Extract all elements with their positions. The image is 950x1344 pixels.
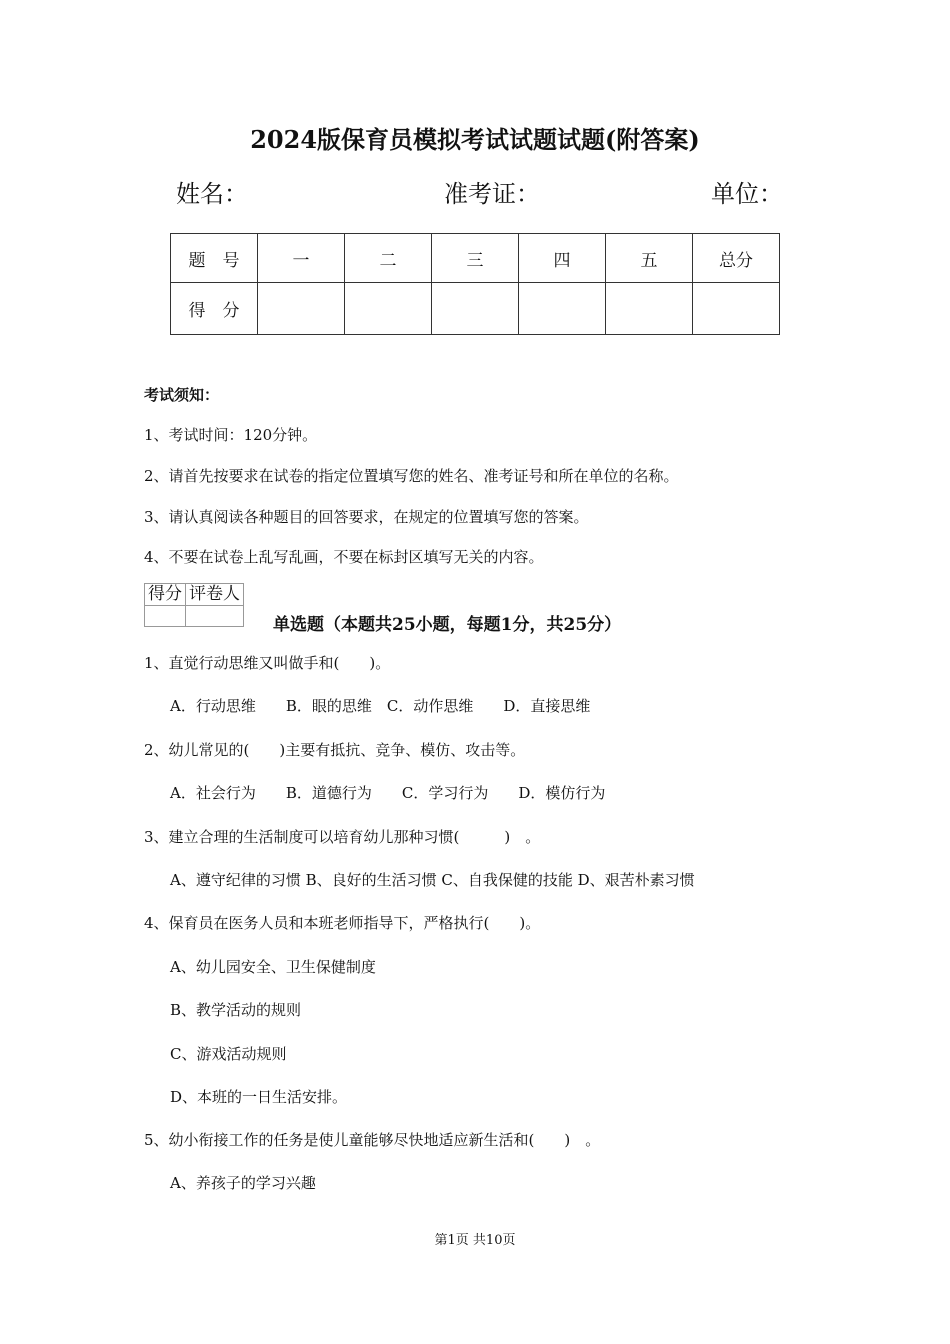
question-4: 4、保育员在医务人员和本班老师指导下，严格执行( )。 [144, 914, 541, 932]
notice-item: 3、请认真阅读各种题目的回答要求，在规定的位置填写您的答案。 [144, 508, 589, 526]
question-5-option: A、养孩子的学习兴趣 [170, 1174, 316, 1192]
question-4-option: C、游戏活动规则 [170, 1045, 287, 1063]
question-3-options: A、遵守纪律的习惯 B、良好的生活习惯 C、自我保健的技能 D、艰苦朴素习惯 [170, 871, 695, 889]
grader-name-label: 评卷人 [186, 584, 244, 606]
notice-item: 4、不要在试卷上乱写乱画，不要在标封区填写无关的内容。 [144, 548, 544, 566]
score-header-cell: 三 [432, 234, 519, 283]
unit-field-label: 单位： [711, 180, 783, 208]
question-4-option: A、幼儿园安全、卫生保健制度 [170, 958, 376, 976]
score-table-score-row [171, 283, 780, 335]
question-1-options: A．行动思维 B．眼的思维 C．动作思维 D．直接思维 [170, 697, 591, 715]
score-header-cell: 一 [258, 234, 345, 283]
name-field-label: 姓名： [176, 180, 248, 208]
score-cell [606, 283, 693, 335]
score-table-header-row [171, 234, 780, 283]
question-2: 2、幼儿常见的( )主要有抵抗、竞争、模仿、攻击等。 [144, 741, 526, 759]
score-cell [432, 283, 519, 335]
question-1: 1、直觉行动思维又叫做手和( )。 [144, 654, 391, 672]
score-table [170, 233, 780, 335]
question-4-option: B、教学活动的规则 [170, 1001, 302, 1019]
grader-score-cell [145, 606, 186, 627]
score-header-cell: 题 号 [171, 234, 258, 283]
score-cell: 得 分 [171, 283, 258, 335]
grader-score-label: 得分 [145, 584, 186, 606]
notice-item: 1、考试时间：120分钟。 [144, 426, 318, 444]
score-header-cell: 五 [606, 234, 693, 283]
score-header-cell: 四 [519, 234, 606, 283]
question-5: 5、幼小衔接工作的任务是使儿童能够尽快地适应新生活和( ) 。 [144, 1131, 601, 1149]
score-cell [345, 283, 432, 335]
score-cell [693, 283, 780, 335]
question-2-options: A．社会行为 B．道德行为 C．学习行为 D．模仿行为 [170, 784, 606, 802]
notice-heading: 考试须知： [144, 386, 220, 404]
score-cell [258, 283, 345, 335]
grader-name-cell [186, 606, 244, 627]
score-header-cell: 总分 [693, 234, 780, 283]
grader-box [144, 583, 244, 627]
page-footer: 第1页 共10页 [434, 1233, 516, 1248]
page-title: 2024版保育员模拟考试试题试题(附答案) [250, 125, 700, 154]
exam-number-field-label: 准考证： [444, 180, 540, 208]
score-header-cell: 二 [345, 234, 432, 283]
section-title: 单选题（本题共25小题，每题1分，共25分） [273, 615, 622, 635]
notice-item: 2、请首先按要求在试卷的指定位置填写您的姓名、准考证号和所在单位的名称。 [144, 467, 679, 485]
question-3: 3、建立合理的生活制度可以培育幼儿那种习惯( ) 。 [144, 828, 541, 846]
score-cell [519, 283, 606, 335]
question-4-option: D、本班的一日生活安排。 [170, 1088, 348, 1106]
